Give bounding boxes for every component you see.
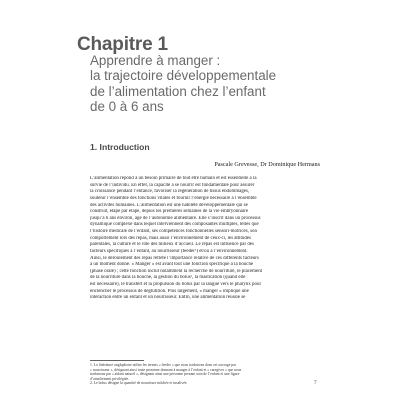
chapter-title-line: de l’alimentation chez l’enfant (90, 83, 266, 99)
body-line: construit, étape par étape, depuis les premières semaines de la vie embryonnaire (90, 209, 249, 215)
body-line: à un moment donné. « Manger » est avant tout une fonction spécifique à la bouche (90, 262, 254, 268)
body-line: soutenir l’ensemble des fonctions vitales et fournir l’énergie nécessaire à l’ensemble (90, 195, 257, 201)
chapter-title-line: de 0 à 6 ans (90, 99, 164, 115)
body-line: Ainsi, le déroulement des repas reflète l’importance relative de ces différents facteurs (90, 255, 259, 261)
footnote-line: d’attachement privilégiée. (90, 376, 130, 381)
body-text (90, 176, 319, 302)
body-line: la croissance pendant l’enfance, favoriser la régénération de tissus endommagés, (90, 189, 250, 195)
body-line: des activités humaines. L’alimentation est une habileté développementale qui se (90, 202, 248, 208)
chapter-title-line: la trajectoire développementale (90, 68, 277, 84)
body-line: l’histoire médicale de l’enfant, ses compétences fonctionnelles sensori-motrices, son (90, 229, 257, 234)
footnote-divider (90, 360, 144, 361)
chapter-number: Chapitre 1 (77, 34, 168, 55)
footnote-line: 2. Le bolus désigne la quantité de nourriture mâchée et insalivée. (90, 381, 188, 386)
body-line: enclencher le processus de déglutition. Plus largement, « manger » implique une (90, 288, 249, 294)
body-line: survie de l’individu. En effet, la capacité à se nourrir est fondamentale pour assurer (90, 182, 255, 188)
body-line: L’alimentation répond à un besoin primaire de tout être humain et est essentielle à la (90, 176, 257, 181)
chapter-title-line: Apprendre à manger : (90, 53, 221, 68)
body-line: interaction entre un enfant et un nourrisseur. Enfin, une alimentation réussie se (90, 295, 246, 301)
page-number: 7 (314, 380, 317, 386)
body-line: comportement lors des repas, mais aussi l’environnement de ceux-ci, les attitudes (90, 235, 251, 241)
body-line: parentales, la culture et le rôle des milieux d’accueil. Le repas est influencé par des (90, 242, 254, 248)
footnote-line: traduirons par « aidant naturel », désignant ainsi une personne prenant soin de l’enfant et une figure (90, 372, 240, 377)
section-heading: 1. Introduction (90, 142, 150, 152)
footnote-line: « nourrisseur », désignant ainsi toute personne donnant à manger à l’enfant et « caregiver » que nous (90, 367, 242, 372)
footnote-line: 1. La littérature anglophone utilise les termes « feeder » que nous traduirons dans cet ouvrage par (90, 363, 237, 367)
body-line: est nécessaire), le transfert et la propulsion du bolus par la langue vers le pharynx pour (90, 282, 262, 287)
body-line: (phase orale) ; cette fonction inclut notamment la recherche de nourriture, le placement (90, 268, 263, 274)
body-line: jusqu’à 6 ans environ, âge de l’autonomie alimentaire. Elle s’inscrit dans un processus (90, 215, 261, 221)
chapter-title (90, 53, 360, 115)
authors-line: Pascale Grevesse, Dr Dominique Hermans (214, 161, 320, 168)
footnotes (90, 363, 319, 386)
body-line: facteurs spécifiques à l’enfant, au nourrisseur (feeder¹) et/ou à l’environnement. (90, 248, 248, 254)
body-line: dynamique complexe dans lequel interviennent des composantes multiples, telles que (90, 222, 259, 228)
body-line: de la nourriture dans la bouche, la gestion du bolus², la mastication (quand elle (90, 275, 246, 281)
